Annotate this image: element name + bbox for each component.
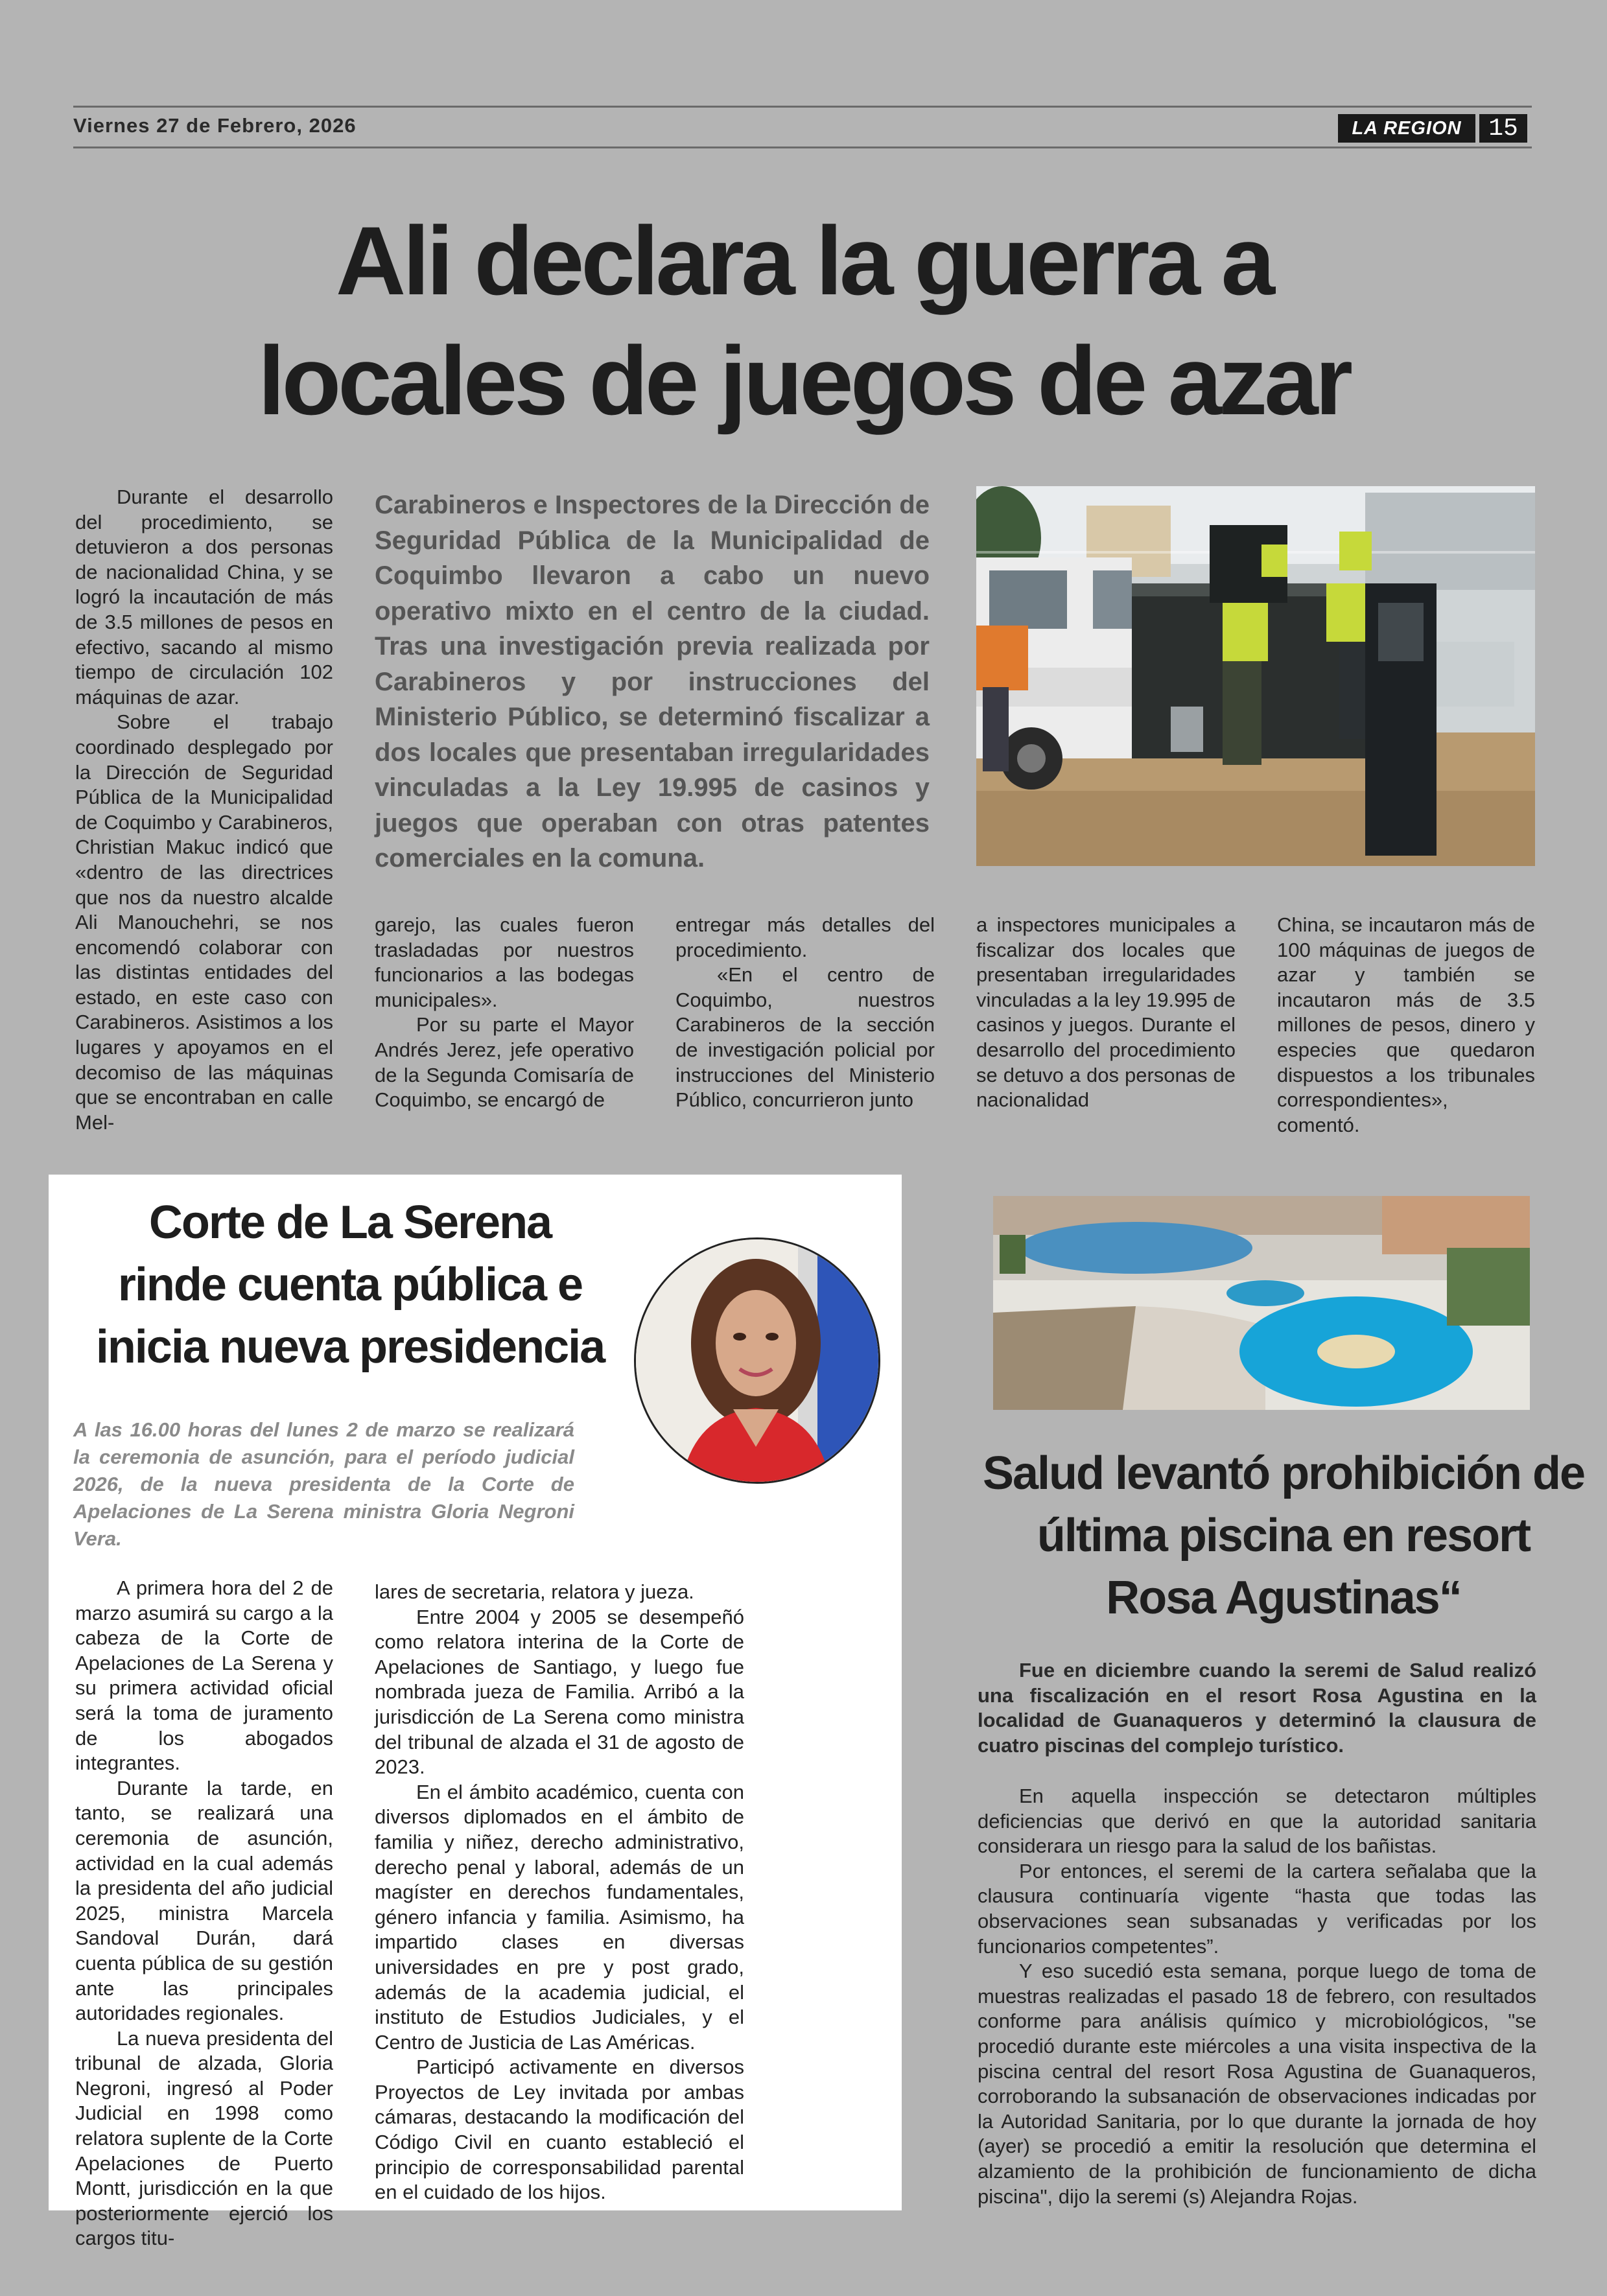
issue-date: Viernes 27 de Febrero, 2026	[73, 114, 357, 137]
article1-paragraph: garejo, las cuales fueron trasladadas por nuestros funcionarios a las bodegas municipales».	[375, 913, 634, 1011]
article1-lead: Carabineros e Inspectores de la Dirección de Seguridad Pública de la Municipalidad de Coquimbo llevaron a cabo un nuevo operativo mixto en el centro de la ciudad. Tras una investigación previa realizada por Carabineros y por instrucciones del Ministerio Público, se determinó fiscalizar a dos locales que presentaban irregularidades vinculadas a la Ley 19.995 de casinos y juegos que operaban con otras patentes comerciales en la comuna.	[375, 491, 930, 873]
article1-column-3	[675, 913, 935, 1113]
judge-portrait	[634, 1237, 880, 1484]
pool-article-paragraph: Y eso sucedió esta semana, porque luego de toma de muestras realizadas el pasado 18 de febrero, con resultados conforme para análisis químico y microbiológicos, "se procedió durante este miércoles a una visita inspectiva de la piscina central del resort Rosa Agustina de Guanaqueros, corroborando la subsanación de observaciones indicadas por la Autoridad Sanitaria, por lo que durante la jornada de hoy (ayer) se procedió a emitir la resolución que determina el alzamiento de la prohibición de funcionamiento de dicha piscina", dijo la seremi (s) Alejandra Rojas.	[978, 1960, 1536, 2208]
header-bottom-rule	[73, 146, 1532, 148]
article1-column-4	[976, 913, 1236, 1113]
main-headline: Ali declara la guerra a locales de juegos de azar	[257, 206, 1350, 435]
pool-article-title: Salud levantó prohibición de última piscina en resort Rosa Agustinas“	[982, 1447, 1585, 1624]
article1-paragraph: Sobre el trabajo coordinado desplegado por la Dirección de Seguridad Pública de la Municipalidad de Coquimbo y Carabineros, Christian Makuc indicó que «dentro de las directrices que nos da nuestro alcalde Ali Manouchehri, se nos encomendó colaborar con las distintas entidades del estado, en este caso con Carabineros. Asistimos a los lugares y apoyamos en el decomiso de las máquinas que se encontraban en calle Mel-	[75, 710, 333, 1134]
article1-column-1	[75, 485, 333, 1135]
pool-article-paragraph: Por entonces, el seremi de la cartera señalaba que la clausura continuaría vigente “hasta que todas las observaciones sean subsanadas y verificadas por los funcionarios competentes”.	[978, 1859, 1536, 1958]
court-article-paragraph: La nueva presidenta del tribunal de alzada, Gloria Negroni, ingresó al Poder Judicial en 1998 como relatora suplente de la Corte Apelaciones de Puerto Montt, jurisdicción en la que posteriormente ejerció los cargos titu-	[75, 2026, 333, 2250]
article1-column-5	[1277, 913, 1535, 1138]
resort-pool-photo	[993, 1196, 1530, 1410]
operation-photo	[976, 486, 1535, 866]
page-number: 15	[1479, 114, 1527, 143]
article1-paragraph: «En el centro de Coquimbo, nuestros Carabineros de la sección de investigación policial por instrucciones del Ministerio Público, concurrieron junto	[675, 963, 935, 1112]
pool-article-lead: Fue en diciembre cuando la seremi de Salud realizó una fiscalización en el resort Rosa Agustina en la localidad de Guanaqueros y determinó la clausura de cuatro piscinas del complejo turístico.	[978, 1659, 1536, 1757]
court-article-lead: A las 16.00 horas del lunes 2 de marzo se realizará la ceremonia de asunción, para el período judicial 2026, de la nueva presidenta de la Corte de Apelaciones de La Serena ministra Gloria Negroni Vera.	[73, 1418, 574, 1550]
pool-article-body	[978, 1784, 1536, 2209]
court-article-paragraph: Entre 2004 y 2005 se desempeñó como relatora interina de la Corte de Apelaciones de Santiago, y luego fue nombrada jueza de Familia. Arribó a la jurisdicción de La Serena como ministra del tribunal de alzada el 31 de agosto de 2023.	[375, 1605, 744, 1779]
article1-paragraph: Por su parte el Mayor Andrés Jerez, jefe operativo de la Segunda Comisaría de Coquimbo, se encargó de	[375, 1013, 634, 1112]
court-article-paragraph: A primera hora del 2 de marzo asumirá su cargo a la cabeza de la Corte de Apelaciones de La Serena y su primera actividad oficial será la toma de juramento de los abogados integrantes.	[75, 1576, 333, 1775]
article1-paragraph: a inspectores municipales a fiscalizar dos locales que presentaban irregularidades vinculadas a la ley 19.995 de casinos y juegos. Durante el desarrollo del procedimiento se detuvo a dos personas de nacionalidad	[976, 913, 1236, 1112]
header-top-rule	[73, 106, 1532, 108]
court-article-paragraph: En el ámbito académico, cuenta con diversos diplomados en el ámbito de familia y niñez, derecho administrativo, derecho penal y laboral, además de un magíster en derechos fundamentales, género infancia y familia. Asimismo, ha impartido clases en diversas universidades en pre y post grado, además de la academia judicial, el instituto de Estudios Judiciales, y el Centro de Justicia de Las Américas.	[375, 1780, 744, 2054]
pool-article-paragraph: En aquella inspección se detectaron múltiples deficiencias que derivó en que la autoridad sanitaria considerara un riesgo para la salud de los bañistas.	[978, 1785, 1536, 1858]
article1-column-2	[375, 913, 634, 1113]
court-article-paragraph: Participó activamente en diversos Proyectos de Ley invitada por ambas cámaras, destacando la modificación del Código Civil en cuanto estableció el principio de corresponsabilidad parental en el cuidado de los hijos.	[375, 2056, 744, 2204]
article1-paragraph: Durante el desarrollo del procedimiento, se detuvieron a dos personas de nacionalidad China, y se logró la incautación de más de 3.5 millones de pesos en efectivo, sacando al mismo tiempo de circulación 102 máquinas de azar.	[75, 486, 333, 709]
court-article-paragraph: lares de secretaria, relatora y jueza.	[375, 1580, 694, 1603]
newspaper-logo: LA REGION	[1338, 114, 1475, 143]
court-article-column-1	[75, 1576, 333, 2251]
article1-paragraph: entregar más detalles del procedimiento.	[675, 913, 935, 961]
court-article-column-2	[375, 1580, 744, 2205]
article1-paragraph: China, se incautaron más de 100 máquinas de juegos de azar y también se incautaron más de 3.5 millones de pesos, dinero y especies que quedaron dispuestos a los tribunales correspondientes», comentó.	[1277, 913, 1535, 1136]
court-article-paragraph: Durante la tarde, en tanto, se realizará una ceremonia de asunción, actividad en la cual además la presidenta del año judicial 2025, ministra Marcela Sandoval Durán, dará cuenta pública de su gestión ante las principales autoridades regionales.	[75, 1776, 333, 2025]
court-article-title: Corte de La Serena rinde cuenta pública e inicia nueva presidencia	[95, 1197, 605, 1373]
